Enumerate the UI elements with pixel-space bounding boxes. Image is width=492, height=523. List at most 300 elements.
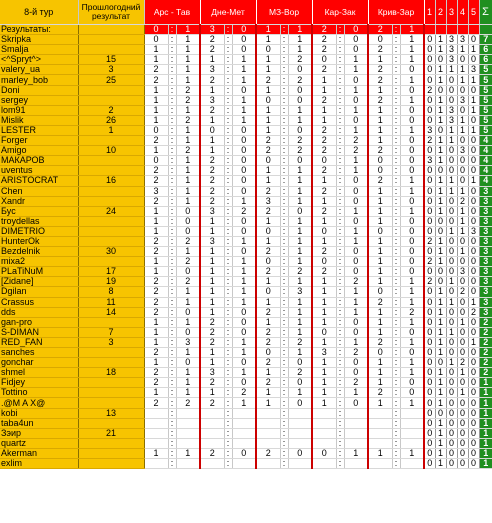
prediction-away[interactable]: 2 <box>176 146 200 156</box>
prediction-home[interactable]: 1 <box>256 115 280 125</box>
player-name[interactable]: gonchar <box>0 358 78 368</box>
prediction-home[interactable]: 2 <box>144 176 168 186</box>
match-points[interactable]: 1 <box>435 136 446 146</box>
match-points[interactable]: 0 <box>424 327 435 337</box>
prediction-away[interactable] <box>176 408 200 418</box>
prediction-home[interactable]: 1 <box>200 348 224 358</box>
match-points[interactable]: 0 <box>468 348 479 358</box>
prediction-away[interactable]: 0 <box>232 307 256 317</box>
total-points[interactable]: 1 <box>479 448 492 458</box>
prediction-home[interactable]: 2 <box>312 95 336 105</box>
match-points[interactable]: 3 <box>457 35 468 45</box>
match-points[interactable]: 0 <box>468 236 479 246</box>
prediction-home[interactable]: 1 <box>312 277 336 287</box>
player-name[interactable]: shmel <box>0 368 78 378</box>
match-points[interactable]: 1 <box>435 75 446 85</box>
prediction-home[interactable]: 1 <box>368 378 392 388</box>
prediction-away[interactable]: 1 <box>400 337 424 347</box>
prediction-home[interactable] <box>144 408 168 418</box>
prev-result[interactable]: 2 <box>78 105 144 115</box>
prediction-home[interactable]: 2 <box>200 337 224 347</box>
prediction-away[interactable]: 3 <box>176 337 200 347</box>
match-points[interactable]: 0 <box>468 85 479 95</box>
prediction-away[interactable] <box>400 418 424 428</box>
match-points[interactable]: 1 <box>435 45 446 55</box>
player-name[interactable]: [Zidane] <box>0 277 78 287</box>
match-points[interactable]: 1 <box>468 75 479 85</box>
match-points[interactable]: 0 <box>446 428 457 438</box>
player-name[interactable]: kobi <box>0 408 78 418</box>
total-points[interactable]: 5 <box>479 95 492 105</box>
prediction-home[interactable]: 1 <box>368 216 392 226</box>
match-points[interactable]: 0 <box>424 206 435 216</box>
match-points[interactable]: 1 <box>435 156 446 166</box>
prediction-home[interactable]: 1 <box>144 95 168 105</box>
match-points[interactable]: 1 <box>435 105 446 115</box>
prediction-away[interactable]: 2 <box>400 307 424 317</box>
table-row[interactable] <box>0 35 492 45</box>
prediction-away[interactable]: 1 <box>232 287 256 297</box>
prediction-away[interactable]: 2 <box>176 115 200 125</box>
prediction-away[interactable]: 0 <box>344 317 368 327</box>
prediction-away[interactable]: 1 <box>288 307 312 317</box>
prediction-home[interactable]: 1 <box>256 65 280 75</box>
player-name[interactable]: Doni <box>0 85 78 95</box>
match-points[interactable]: 1 <box>446 327 457 337</box>
prediction-away[interactable]: 0 <box>232 186 256 196</box>
prediction-away[interactable] <box>288 408 312 418</box>
match-points[interactable]: 1 <box>446 297 457 307</box>
prediction-away[interactable]: 0 <box>232 156 256 166</box>
prediction-away[interactable]: 1 <box>400 448 424 458</box>
prediction-away[interactable]: 0 <box>400 136 424 146</box>
prediction-home[interactable]: 1 <box>200 226 224 236</box>
prediction-home[interactable]: 1 <box>200 297 224 307</box>
match-points[interactable]: 0 <box>468 459 479 469</box>
table-row[interactable] <box>0 337 492 347</box>
player-name[interactable]: HunterOk <box>0 236 78 246</box>
prediction-home[interactable]: 1 <box>256 317 280 327</box>
prediction-away[interactable]: 0 <box>288 206 312 216</box>
match-points[interactable]: 1 <box>457 226 468 236</box>
prediction-away[interactable]: 2 <box>176 236 200 246</box>
match-points[interactable]: 1 <box>468 176 479 186</box>
match-points[interactable]: 0 <box>424 307 435 317</box>
prediction-away[interactable]: 1 <box>344 65 368 75</box>
table-row[interactable] <box>0 95 492 105</box>
player-name[interactable]: LESTER <box>0 125 78 135</box>
table-row[interactable] <box>0 438 492 448</box>
table-row[interactable] <box>0 448 492 458</box>
table-row[interactable] <box>0 176 492 186</box>
prediction-away[interactable]: 0 <box>400 236 424 246</box>
prediction-home[interactable]: 2 <box>256 247 280 257</box>
prediction-home[interactable]: 2 <box>144 348 168 358</box>
match-points[interactable]: 1 <box>468 105 479 115</box>
match-points[interactable]: 0 <box>446 236 457 246</box>
prediction-away[interactable]: 1 <box>288 327 312 337</box>
prediction-away[interactable]: 0 <box>176 267 200 277</box>
match-points[interactable]: 0 <box>468 186 479 196</box>
match-points[interactable]: 0 <box>457 236 468 246</box>
prediction-away[interactable]: 2 <box>344 378 368 388</box>
match-points[interactable]: 0 <box>468 156 479 166</box>
prediction-home[interactable]: 2 <box>256 186 280 196</box>
match-points[interactable]: 3 <box>457 95 468 105</box>
prediction-away[interactable]: 1 <box>400 398 424 408</box>
match-points[interactable]: 0 <box>468 115 479 125</box>
total-points[interactable]: 5 <box>479 125 492 135</box>
prediction-away[interactable]: 1 <box>400 125 424 135</box>
prediction-home[interactable]: 1 <box>200 216 224 226</box>
prediction-home[interactable]: 2 <box>312 146 336 156</box>
prediction-away[interactable]: 1 <box>288 257 312 267</box>
prediction-away[interactable] <box>176 459 200 469</box>
prev-result[interactable]: 7 <box>78 327 144 337</box>
prediction-home[interactable]: 2 <box>200 448 224 458</box>
prediction-away[interactable]: 0 <box>232 136 256 146</box>
prediction-away[interactable] <box>344 408 368 418</box>
prediction-away[interactable]: 1 <box>400 35 424 45</box>
match-points[interactable]: 1 <box>435 398 446 408</box>
table-row[interactable] <box>0 45 492 55</box>
prediction-away[interactable]: 1 <box>288 115 312 125</box>
total-points[interactable]: 2 <box>479 348 492 358</box>
prediction-away[interactable]: 1 <box>344 337 368 347</box>
player-name[interactable]: МАКАРОВ <box>0 156 78 166</box>
prediction-away[interactable]: 0 <box>176 307 200 317</box>
prediction-home[interactable]: 2 <box>144 378 168 388</box>
prediction-away[interactable]: 1 <box>344 55 368 65</box>
prediction-away[interactable]: 0 <box>344 368 368 378</box>
prediction-away[interactable]: 1 <box>176 136 200 146</box>
prediction-home[interactable]: 1 <box>312 176 336 186</box>
prev-result[interactable]: 21 <box>78 428 144 438</box>
match-points[interactable]: 0 <box>468 358 479 368</box>
match-points[interactable]: 1 <box>435 388 446 398</box>
prediction-away[interactable]: 0 <box>400 156 424 166</box>
prediction-home[interactable]: 2 <box>144 307 168 317</box>
match-points[interactable]: 0 <box>446 146 457 156</box>
prev-result[interactable] <box>78 85 144 95</box>
match-points[interactable]: 3 <box>446 55 457 65</box>
prediction-home[interactable]: 1 <box>368 136 392 146</box>
match-points[interactable]: 0 <box>468 418 479 428</box>
match-points[interactable]: 1 <box>446 125 457 135</box>
prediction-away[interactable]: 1 <box>344 297 368 307</box>
prediction-away[interactable]: 1 <box>400 277 424 287</box>
prediction-home[interactable]: 2 <box>200 196 224 206</box>
match-points[interactable]: 0 <box>435 166 446 176</box>
prediction-home[interactable]: 1 <box>368 55 392 65</box>
table-row[interactable] <box>0 388 492 398</box>
prediction-home[interactable]: 0 <box>312 156 336 166</box>
match-points[interactable]: 2 <box>457 287 468 297</box>
prediction-away[interactable]: 0 <box>232 166 256 176</box>
match-points[interactable]: 0 <box>435 277 446 287</box>
table-row[interactable] <box>0 418 492 428</box>
prediction-home[interactable]: 2 <box>368 95 392 105</box>
prediction-home[interactable]: 1 <box>312 236 336 246</box>
prediction-away[interactable]: 1 <box>400 176 424 186</box>
prediction-away[interactable]: 1 <box>176 388 200 398</box>
match-points[interactable]: 0 <box>435 125 446 135</box>
prediction-away[interactable]: 1 <box>288 226 312 236</box>
prediction-home[interactable]: 3 <box>200 368 224 378</box>
match-points[interactable]: 1 <box>457 247 468 257</box>
prediction-home[interactable]: 1 <box>200 85 224 95</box>
prediction-away[interactable]: 1 <box>232 368 256 378</box>
total-points[interactable]: 2 <box>479 337 492 347</box>
player-name[interactable]: RED_FAN <box>0 337 78 347</box>
prediction-away[interactable]: 0 <box>344 196 368 206</box>
match-points[interactable]: 0 <box>424 65 435 75</box>
total-points[interactable]: 2 <box>479 317 492 327</box>
player-name[interactable]: lom91 <box>0 105 78 115</box>
match-points[interactable]: 0 <box>424 348 435 358</box>
prediction-away[interactable]: 0 <box>344 216 368 226</box>
prediction-home[interactable]: 2 <box>256 206 280 216</box>
prediction-home[interactable]: 1 <box>144 115 168 125</box>
prediction-away[interactable]: 0 <box>344 327 368 337</box>
match-points[interactable]: 0 <box>468 287 479 297</box>
prediction-away[interactable]: 1 <box>344 388 368 398</box>
match-points[interactable]: 1 <box>435 257 446 267</box>
match-points[interactable]: 0 <box>446 408 457 418</box>
prediction-home[interactable]: 2 <box>144 368 168 378</box>
match-points[interactable]: 0 <box>468 257 479 267</box>
match-points[interactable]: 2 <box>424 277 435 287</box>
match-points[interactable]: 0 <box>424 459 435 469</box>
table-row[interactable] <box>0 115 492 125</box>
match-points[interactable]: 0 <box>446 75 457 85</box>
prev-result[interactable] <box>78 448 144 458</box>
total-points[interactable]: 3 <box>479 307 492 317</box>
prev-result[interactable]: 14 <box>78 307 144 317</box>
prediction-home[interactable]: 2 <box>312 166 336 176</box>
prediction-home[interactable]: 1 <box>256 388 280 398</box>
prediction-home[interactable]: 1 <box>200 55 224 65</box>
prediction-away[interactable]: 1 <box>344 236 368 246</box>
prediction-away[interactable]: 1 <box>232 236 256 246</box>
total-points[interactable]: 4 <box>479 146 492 156</box>
prediction-home[interactable]: 3 <box>200 65 224 75</box>
prediction-away[interactable]: 1 <box>176 35 200 45</box>
prediction-home[interactable]: 2 <box>200 105 224 115</box>
match-points[interactable]: 0 <box>435 267 446 277</box>
prediction-home[interactable]: 1 <box>368 115 392 125</box>
prediction-away[interactable] <box>344 438 368 448</box>
match-points[interactable]: 0 <box>457 277 468 287</box>
total-points[interactable]: 3 <box>479 206 492 216</box>
total-points[interactable]: 4 <box>479 176 492 186</box>
prediction-away[interactable] <box>288 418 312 428</box>
prediction-home[interactable]: 1 <box>256 236 280 246</box>
match-points[interactable]: 0 <box>457 378 468 388</box>
match-points[interactable]: 0 <box>424 176 435 186</box>
prediction-home[interactable]: 2 <box>312 267 336 277</box>
total-points[interactable]: 3 <box>479 196 492 206</box>
prediction-away[interactable]: 0 <box>288 398 312 408</box>
prev-result[interactable] <box>78 257 144 267</box>
prediction-home[interactable]: 0 <box>256 257 280 267</box>
match-points[interactable]: 0 <box>446 287 457 297</box>
prediction-home[interactable]: 2 <box>312 125 336 135</box>
prediction-home[interactable] <box>200 418 224 428</box>
match-points[interactable]: 1 <box>435 438 446 448</box>
match-points[interactable]: 0 <box>424 337 435 347</box>
prediction-away[interactable]: 0 <box>232 317 256 327</box>
match-points[interactable]: 0 <box>457 337 468 347</box>
prediction-away[interactable] <box>288 428 312 438</box>
match-points[interactable]: 0 <box>446 438 457 448</box>
prediction-away[interactable]: 0 <box>400 327 424 337</box>
total-points[interactable]: 4 <box>479 156 492 166</box>
match-points[interactable]: 3 <box>468 226 479 236</box>
player-name[interactable]: Smalja <box>0 45 78 55</box>
prediction-home[interactable]: 2 <box>144 236 168 246</box>
prediction-home[interactable]: 1 <box>144 216 168 226</box>
prediction-home[interactable]: 2 <box>200 378 224 388</box>
player-name[interactable]: Xandr <box>0 196 78 206</box>
prediction-home[interactable]: 1 <box>144 358 168 368</box>
match-points[interactable]: 0 <box>457 105 468 115</box>
prev-result[interactable] <box>78 418 144 428</box>
prediction-away[interactable] <box>232 428 256 438</box>
prediction-away[interactable]: 1 <box>400 186 424 196</box>
prediction-away[interactable]: 0 <box>232 176 256 186</box>
prediction-away[interactable]: 0 <box>344 95 368 105</box>
match-points[interactable]: 0 <box>424 166 435 176</box>
prediction-home[interactable]: 1 <box>144 45 168 55</box>
prediction-away[interactable]: 1 <box>176 65 200 75</box>
prediction-home[interactable]: 1 <box>256 55 280 65</box>
prediction-home[interactable]: 2 <box>256 146 280 156</box>
match-points[interactable]: 0 <box>457 459 468 469</box>
player-name[interactable]: dds <box>0 307 78 317</box>
prediction-home[interactable]: 1 <box>368 277 392 287</box>
match-points[interactable]: 0 <box>457 55 468 65</box>
prediction-home[interactable]: 1 <box>312 307 336 317</box>
prediction-home[interactable]: 1 <box>312 358 336 368</box>
match-points[interactable]: 0 <box>446 307 457 317</box>
match-points[interactable]: 0 <box>468 267 479 277</box>
prediction-away[interactable]: 2 <box>344 348 368 358</box>
table-row[interactable] <box>0 317 492 327</box>
match-points[interactable]: 0 <box>424 368 435 378</box>
prediction-home[interactable]: 2 <box>368 297 392 307</box>
prediction-home[interactable]: 0 <box>368 226 392 236</box>
prediction-away[interactable]: 1 <box>400 297 424 307</box>
table-row[interactable] <box>0 196 492 206</box>
match-points[interactable]: 1 <box>435 236 446 246</box>
prev-result[interactable]: 8 <box>78 287 144 297</box>
match-points[interactable]: 0 <box>446 418 457 428</box>
prediction-home[interactable]: 2 <box>368 388 392 398</box>
prediction-away[interactable]: 1 <box>288 35 312 45</box>
prediction-home[interactable]: 1 <box>368 267 392 277</box>
prev-result[interactable]: 30 <box>78 247 144 257</box>
match-points[interactable]: 0 <box>424 448 435 458</box>
prediction-away[interactable]: 1 <box>400 368 424 378</box>
prediction-away[interactable] <box>232 459 256 469</box>
prediction-away[interactable]: 1 <box>176 247 200 257</box>
match-points[interactable]: 1 <box>457 125 468 135</box>
table-row[interactable] <box>0 236 492 246</box>
prediction-away[interactable] <box>176 428 200 438</box>
prediction-away[interactable]: 1 <box>232 196 256 206</box>
match-points[interactable]: 0 <box>446 166 457 176</box>
prediction-home[interactable]: 1 <box>200 358 224 368</box>
prediction-away[interactable]: 0 <box>232 216 256 226</box>
prediction-home[interactable]: 0 <box>144 35 168 45</box>
prediction-home[interactable]: 1 <box>144 257 168 267</box>
prev-result[interactable] <box>78 317 144 327</box>
prediction-away[interactable]: 0 <box>232 226 256 236</box>
prediction-home[interactable]: 2 <box>312 186 336 196</box>
prediction-home[interactable]: 1 <box>144 55 168 65</box>
match-points[interactable]: 0 <box>457 176 468 186</box>
match-points[interactable]: 3 <box>468 65 479 75</box>
match-points[interactable]: 1 <box>446 186 457 196</box>
prediction-home[interactable]: 1 <box>368 358 392 368</box>
match-points[interactable]: 0 <box>424 75 435 85</box>
match-points[interactable]: 0 <box>446 448 457 458</box>
match-points[interactable]: 1 <box>446 176 457 186</box>
prediction-home[interactable] <box>368 428 392 438</box>
prediction-away[interactable]: 1 <box>232 55 256 65</box>
match-points[interactable]: 3 <box>446 45 457 55</box>
prediction-away[interactable]: 0 <box>232 45 256 55</box>
prediction-home[interactable]: 2 <box>144 277 168 287</box>
match-points[interactable]: 0 <box>424 398 435 408</box>
total-points[interactable]: 5 <box>479 65 492 75</box>
prediction-away[interactable]: 0 <box>344 398 368 408</box>
match-points[interactable]: 0 <box>457 297 468 307</box>
match-points[interactable]: 3 <box>446 35 457 45</box>
prediction-home[interactable]: 2 <box>144 287 168 297</box>
table-row[interactable] <box>0 125 492 135</box>
prediction-home[interactable]: 2 <box>200 35 224 45</box>
match-points[interactable]: 0 <box>424 317 435 327</box>
total-points[interactable]: 1 <box>479 428 492 438</box>
prediction-home[interactable]: 0 <box>368 287 392 297</box>
table-row[interactable] <box>0 85 492 95</box>
prediction-home[interactable]: 1 <box>368 247 392 257</box>
prediction-home[interactable]: 0 <box>256 45 280 55</box>
prediction-away[interactable]: 2 <box>288 267 312 277</box>
prediction-home[interactable]: 1 <box>200 307 224 317</box>
prediction-away[interactable]: 1 <box>232 75 256 85</box>
player-name[interactable]: Dgilan <box>0 287 78 297</box>
prediction-home[interactable]: 0 <box>200 125 224 135</box>
match-points[interactable]: 0 <box>446 216 457 226</box>
total-points[interactable]: 1 <box>479 408 492 418</box>
prediction-away[interactable]: 0 <box>176 226 200 236</box>
table-row[interactable] <box>0 156 492 166</box>
match-points[interactable]: 0 <box>446 85 457 95</box>
match-points[interactable]: 0 <box>446 196 457 206</box>
prediction-away[interactable]: 0 <box>176 216 200 226</box>
prev-result[interactable]: 26 <box>78 115 144 125</box>
prediction-away[interactable]: 0 <box>288 378 312 388</box>
prediction-home[interactable]: 2 <box>256 267 280 277</box>
prediction-home[interactable]: 1 <box>368 85 392 95</box>
prediction-away[interactable]: 1 <box>288 105 312 115</box>
match-points[interactable]: 1 <box>468 45 479 55</box>
match-points[interactable]: 0 <box>457 327 468 337</box>
match-points[interactable]: 0 <box>468 196 479 206</box>
